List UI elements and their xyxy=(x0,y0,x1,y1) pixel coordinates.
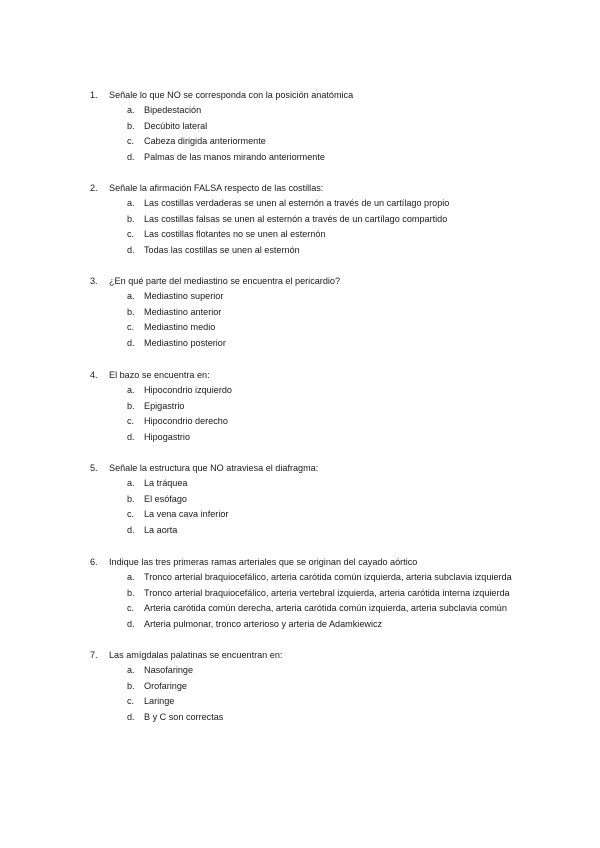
question-line xyxy=(0,367,600,383)
option-text: Las costillas falsas se unen al esternón a través de un cartílago compartido xyxy=(144,213,448,224)
option-letter: a. xyxy=(127,105,135,115)
option-a xyxy=(0,476,600,492)
question-text: ¿En qué parte del mediastino se encuentra el pericardio? xyxy=(109,276,341,286)
option-a xyxy=(0,103,600,119)
option-letter: d. xyxy=(127,431,135,442)
option-text: El esófago xyxy=(144,493,187,504)
option-text: Las costillas flotantes no se unen al esternón xyxy=(144,229,326,240)
option-a xyxy=(0,570,600,586)
option-a xyxy=(0,289,600,305)
option-text: Epigastrio xyxy=(144,400,185,411)
question-number: 6. xyxy=(90,557,98,567)
option-letter: b. xyxy=(127,587,135,598)
question-number: 1. xyxy=(90,90,98,100)
option-c xyxy=(0,227,600,243)
option-letter: b. xyxy=(127,213,135,224)
question-line xyxy=(0,460,600,476)
option-text: Hipocondrio derecho xyxy=(144,416,228,427)
option-text: Tronco arterial braquiocefálico, arteria carótida común izquierda, arteria subclavia izquierda xyxy=(144,572,512,582)
option-c xyxy=(0,694,600,710)
option-text: Decúbito lateral xyxy=(144,120,208,131)
option-text: Mediastino anterior xyxy=(144,306,222,317)
option-text: La aorta xyxy=(144,524,178,535)
option-letter: c. xyxy=(127,229,135,240)
option-text: Hipocondrio izquierdo xyxy=(144,385,232,395)
option-letter: c. xyxy=(127,509,135,520)
option-c xyxy=(0,320,600,336)
option-letter: a. xyxy=(127,572,135,582)
question-1 xyxy=(0,87,600,165)
question-line xyxy=(0,180,600,196)
question-line xyxy=(0,647,600,663)
option-letter: c. xyxy=(127,322,135,333)
option-text: Cabeza dirigida anteriormente xyxy=(144,136,266,147)
option-d xyxy=(0,710,600,726)
option-c xyxy=(0,507,600,523)
option-letter: d. xyxy=(127,711,135,722)
option-text: Arteria pulmonar, tronco arterioso y arteria de Adamkiewicz xyxy=(144,618,383,629)
option-text: B y C son correctas xyxy=(144,711,224,722)
question-2 xyxy=(0,180,600,258)
question-line xyxy=(0,87,600,103)
option-a xyxy=(0,196,600,212)
option-b xyxy=(0,399,600,415)
option-d xyxy=(0,430,600,446)
question-3 xyxy=(0,273,600,351)
option-letter: b. xyxy=(127,680,135,691)
option-text: Mediastino medio xyxy=(144,322,216,333)
option-letter: a. xyxy=(127,385,135,395)
question-line xyxy=(0,554,600,570)
option-b xyxy=(0,305,600,321)
option-c xyxy=(0,601,600,617)
option-letter: a. xyxy=(127,478,135,488)
option-letter: a. xyxy=(127,198,135,208)
question-text: Señale lo que NO se corresponda con la posición anatómica xyxy=(109,90,354,100)
option-letter: d. xyxy=(127,618,135,629)
option-letter: d. xyxy=(127,151,135,162)
option-a xyxy=(0,383,600,399)
option-d xyxy=(0,243,600,259)
option-letter: b. xyxy=(127,306,135,317)
option-text: La vena cava inferior xyxy=(144,509,229,520)
question-7 xyxy=(0,647,600,725)
option-letter: b. xyxy=(127,120,135,131)
option-letter: c. xyxy=(127,136,135,147)
option-b xyxy=(0,119,600,135)
question-text: Señale la afirmación FALSA respecto de las costillas: xyxy=(109,183,324,193)
option-b xyxy=(0,492,600,508)
option-letter: c. xyxy=(127,696,135,707)
option-d xyxy=(0,336,600,352)
option-text: Arteria carótida común derecha, arteria carótida común izquierda, arteria subclavia común xyxy=(144,603,507,614)
question-number: 4. xyxy=(90,370,98,380)
option-b xyxy=(0,679,600,695)
option-text: Laringe xyxy=(144,696,175,707)
question-text: Señale la estructura que NO atraviesa el diafragma: xyxy=(109,463,319,473)
option-letter: b. xyxy=(127,400,135,411)
option-text: Mediastino posterior xyxy=(144,337,226,348)
option-text: Las costillas verdaderas se unen al esternón a través de un cartílago propio xyxy=(144,198,450,208)
option-letter: b. xyxy=(127,493,135,504)
option-d xyxy=(0,617,600,633)
option-text: Todas las costillas se unen al esternón xyxy=(144,244,300,255)
question-text: Las amígdalas palatinas se encuentran en: xyxy=(109,650,283,660)
question-number: 5. xyxy=(90,463,98,473)
option-letter: d. xyxy=(127,244,135,255)
option-c xyxy=(0,414,600,430)
option-letter: a. xyxy=(127,291,135,301)
question-number: 2. xyxy=(90,183,98,193)
option-letter: d. xyxy=(127,337,135,348)
option-text: Palmas de las manos mirando anteriormente xyxy=(144,151,325,162)
option-text: Mediastino superior xyxy=(144,291,224,301)
option-a xyxy=(0,663,600,679)
question-number: 7. xyxy=(90,650,98,660)
option-text: Nasofaringe xyxy=(144,665,194,675)
option-b xyxy=(0,212,600,228)
question-5 xyxy=(0,460,600,538)
question-text: El bazo se encuentra en: xyxy=(109,370,210,380)
question-6 xyxy=(0,554,600,632)
option-letter: c. xyxy=(127,416,135,427)
option-text: Tronco arterial braquiocefálico, arteria vertebral izquierda, arteria carótida interna izquierda xyxy=(144,587,510,598)
question-number: 3. xyxy=(90,276,98,286)
option-d xyxy=(0,523,600,539)
option-text: Hipogastrio xyxy=(144,431,190,442)
option-letter: a. xyxy=(127,665,135,675)
question-text: Indique las tres primeras ramas arteriales que se originan del cayado aórtico xyxy=(109,557,418,567)
option-text: Bipedestación xyxy=(144,105,202,115)
option-text: La tráquea xyxy=(144,478,188,488)
option-letter: d. xyxy=(127,524,135,535)
option-text: Orofaringe xyxy=(144,680,187,691)
option-d xyxy=(0,150,600,166)
question-4 xyxy=(0,367,600,445)
option-c xyxy=(0,134,600,150)
option-b xyxy=(0,586,600,602)
option-letter: c. xyxy=(127,603,135,614)
question-line xyxy=(0,273,600,289)
